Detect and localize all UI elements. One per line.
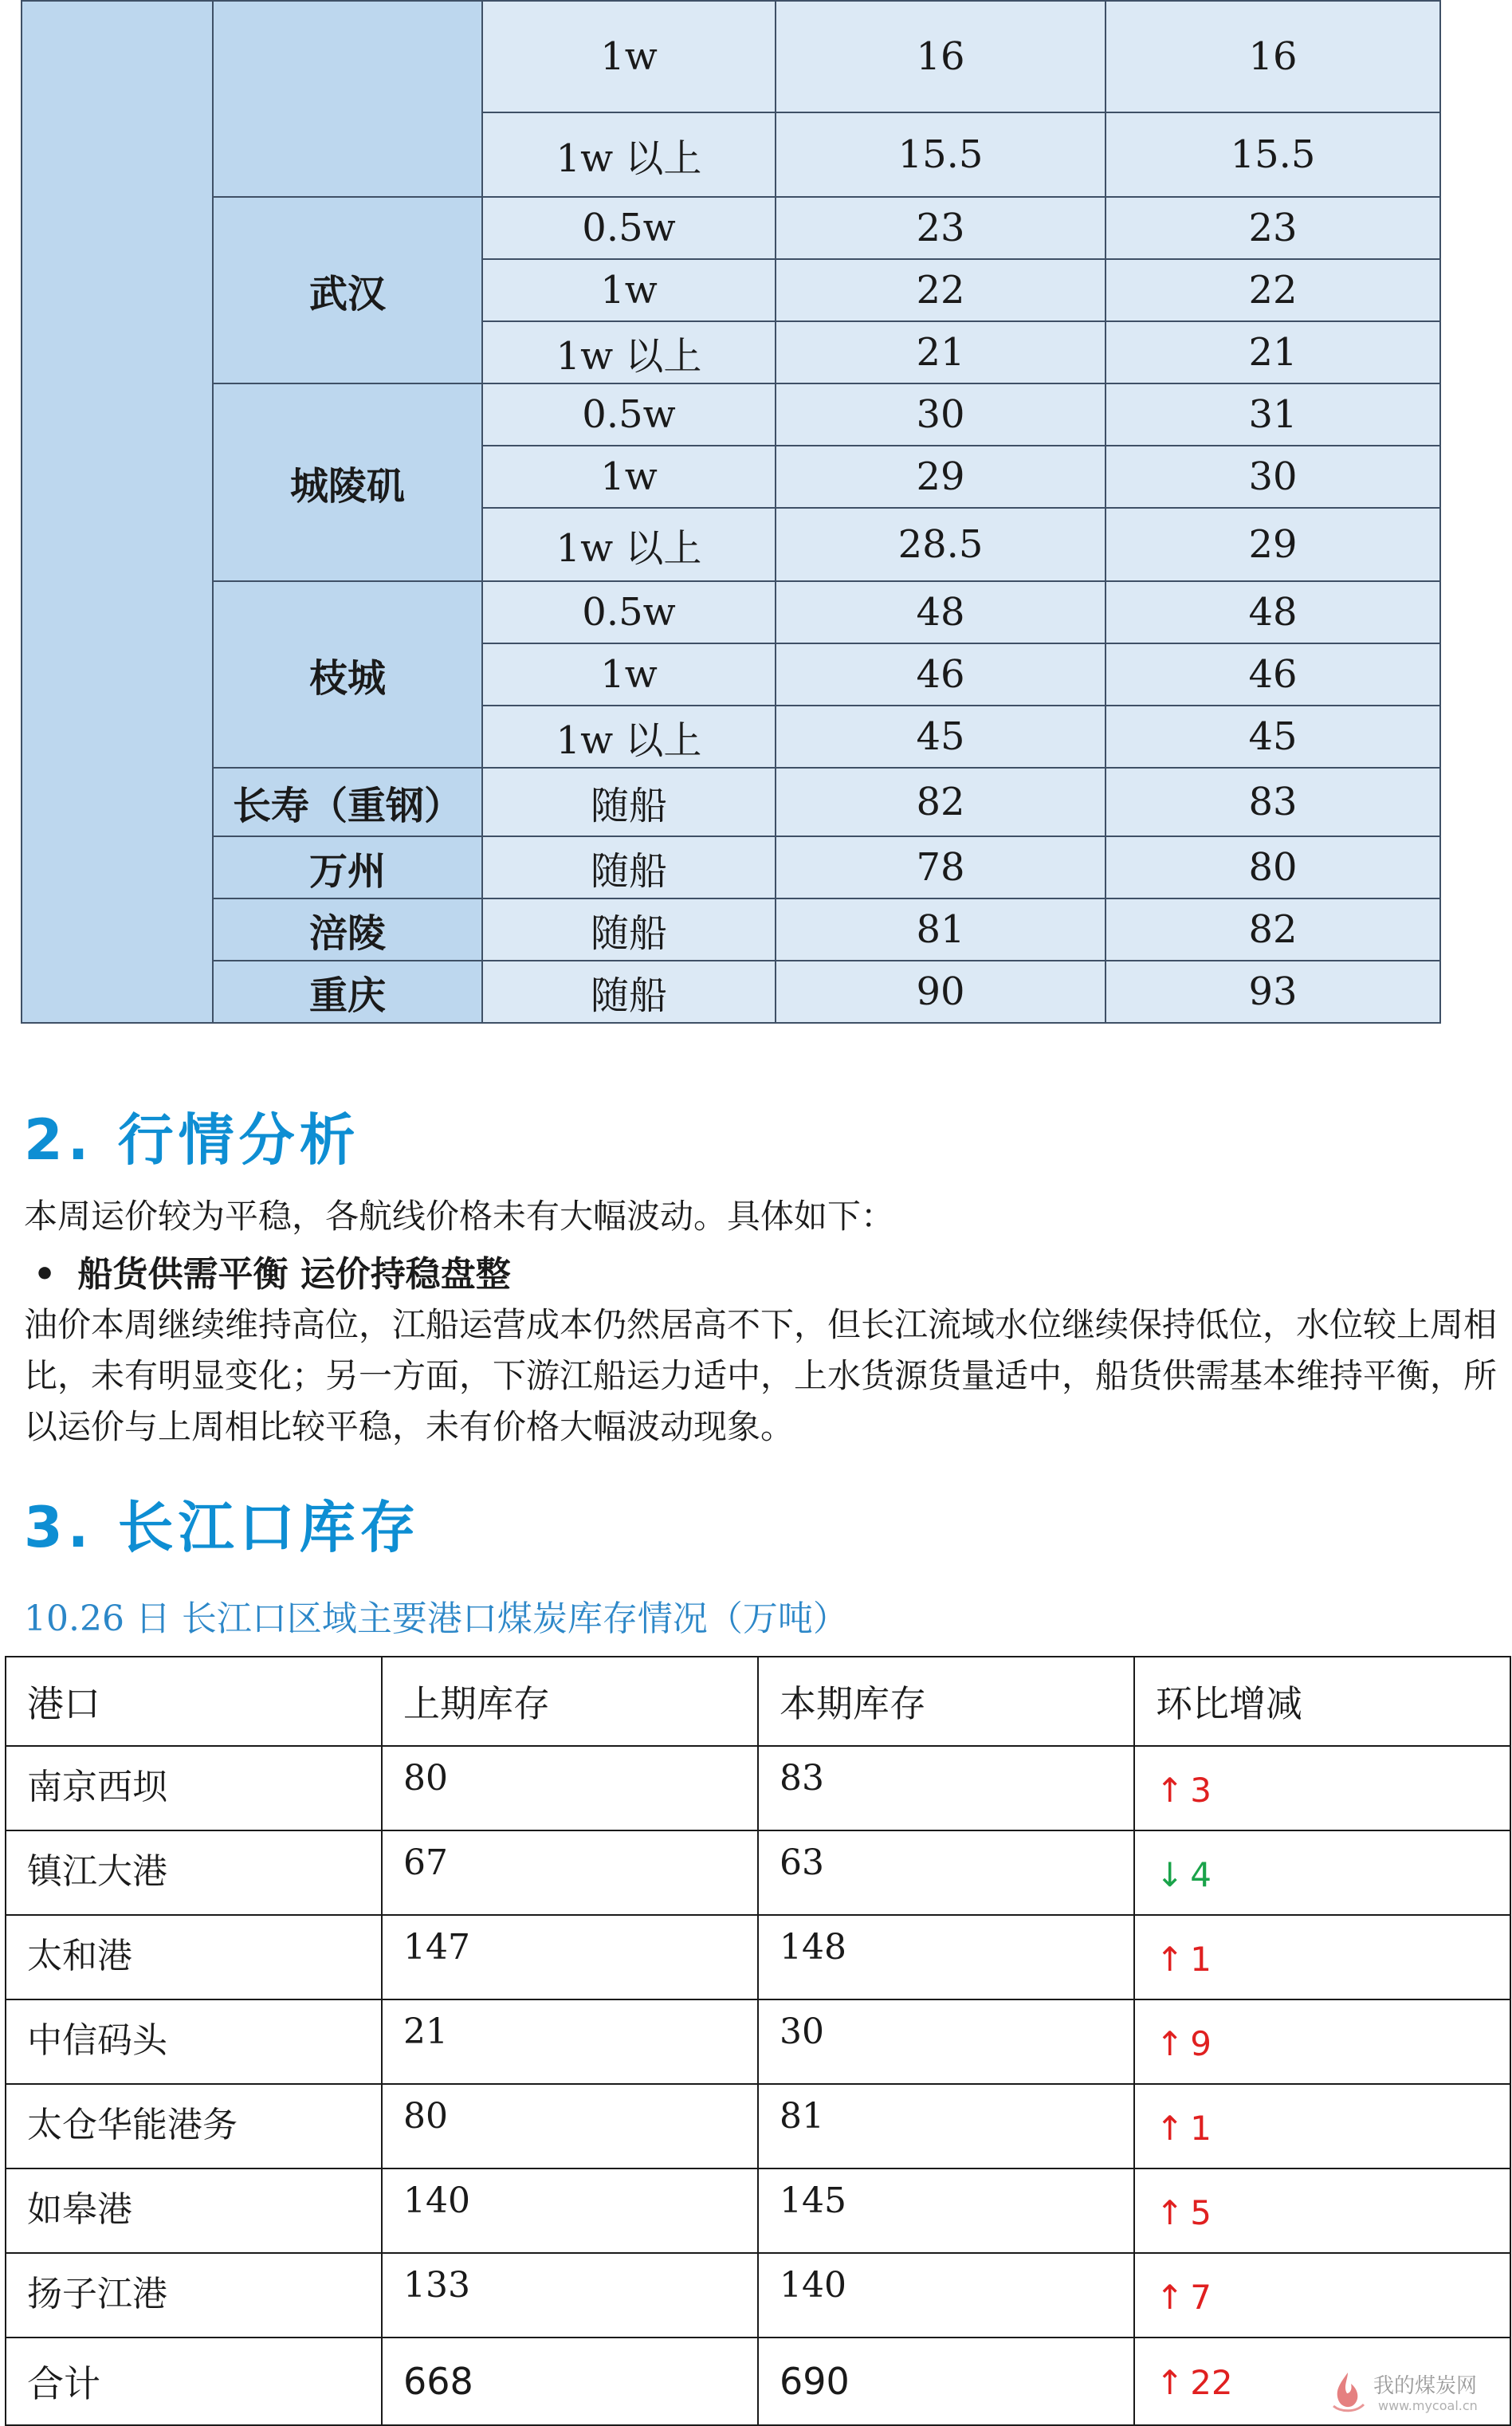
port-cell: 重庆 bbox=[213, 961, 482, 1023]
this-week-price-cell: 83 bbox=[1106, 768, 1440, 836]
last-week-price-cell: 90 bbox=[776, 961, 1106, 1023]
this-stock-cell: 145 bbox=[758, 2168, 1134, 2253]
table-row bbox=[6, 2084, 1510, 2168]
table-row bbox=[22, 1, 1440, 112]
arrow-up-icon: ↑ bbox=[1156, 1771, 1184, 1810]
this-week-price-cell: 29 bbox=[1106, 508, 1440, 581]
tonnage-cell: 0.5w bbox=[482, 581, 776, 643]
this-stock-cell: 148 bbox=[758, 1915, 1134, 1999]
header-cell: 环比增减 bbox=[1134, 1657, 1510, 1746]
this-week-price-cell: 46 bbox=[1106, 643, 1440, 706]
tonnage-cell: 1w bbox=[482, 643, 776, 706]
table-row bbox=[6, 1746, 1510, 1830]
arrow-up-icon: ↑ bbox=[1156, 2024, 1184, 2063]
table-total-row bbox=[6, 2338, 1510, 2425]
last-week-price-cell: 30 bbox=[776, 383, 1106, 446]
port-name-cell: 太仓华能港务 bbox=[6, 2084, 382, 2168]
port-cell: 武汉 bbox=[213, 197, 482, 383]
port-name-cell: 南京西坝 bbox=[6, 1746, 382, 1830]
port-cell bbox=[213, 1, 482, 197]
arrow-up-icon: ↑ bbox=[1156, 2193, 1184, 2232]
last-week-price-cell: 46 bbox=[776, 643, 1106, 706]
tonnage-cell: 随船 bbox=[482, 836, 776, 898]
arrow-down-icon: ↓ bbox=[1156, 1855, 1184, 1894]
last-stock-cell: 80 bbox=[382, 2084, 758, 2168]
this-week-price-cell: 48 bbox=[1106, 581, 1440, 643]
last-week-price-cell: 45 bbox=[776, 706, 1106, 768]
change-value: 4 bbox=[1190, 1855, 1212, 1894]
arrow-up-icon: ↑ bbox=[1156, 2109, 1184, 2148]
last-week-price-cell: 22 bbox=[776, 259, 1106, 321]
header-cell: 港口 bbox=[6, 1657, 382, 1746]
change-cell bbox=[1134, 1999, 1510, 2084]
total-this-stock-cell: 690 bbox=[758, 2338, 1134, 2425]
port-cell: 万州 bbox=[213, 836, 482, 898]
this-week-price-cell: 31 bbox=[1106, 383, 1440, 446]
table-row bbox=[22, 197, 1440, 259]
port-cell: 枝城 bbox=[213, 581, 482, 768]
section-heading-market-analysis: 2. 行情分析 bbox=[24, 1107, 360, 1173]
tonnage-cell: 1w bbox=[482, 446, 776, 508]
bullet-heading bbox=[33, 1245, 511, 1296]
market-intro-text: 本周运价较为平稳，各航线价格未有大幅波动。具体如下： bbox=[24, 1197, 895, 1236]
table-row bbox=[6, 1915, 1510, 1999]
change-value: 1 bbox=[1190, 1940, 1212, 1979]
section-heading-yangtze-stock: 3. 长江口库存 bbox=[24, 1495, 421, 1560]
watermark-text: 我的煤炭网 bbox=[1373, 2374, 1478, 2398]
table-header-row bbox=[6, 1657, 1510, 1746]
last-stock-cell: 67 bbox=[382, 1830, 758, 1915]
this-stock-cell: 140 bbox=[758, 2253, 1134, 2338]
port-name-cell: 如皋港 bbox=[6, 2168, 382, 2253]
this-week-price-cell: 45 bbox=[1106, 706, 1440, 768]
last-week-price-cell: 21 bbox=[776, 321, 1106, 383]
tonnage-cell: 1w bbox=[482, 1, 776, 112]
this-week-price-cell: 22 bbox=[1106, 259, 1440, 321]
this-stock-cell: 63 bbox=[758, 1830, 1134, 1915]
table-row bbox=[22, 898, 1440, 961]
tonnage-cell: 1w bbox=[482, 259, 776, 321]
this-week-price-cell: 21 bbox=[1106, 321, 1440, 383]
table-row bbox=[6, 2253, 1510, 2338]
this-week-price-cell: 15.5 bbox=[1106, 112, 1440, 197]
table-row bbox=[6, 1999, 1510, 2084]
header-cell: 上期库存 bbox=[382, 1657, 758, 1746]
table-row bbox=[22, 961, 1440, 1023]
port-cell: 长寿（重钢） bbox=[213, 768, 482, 836]
last-week-price-cell: 29 bbox=[776, 446, 1106, 508]
last-stock-cell: 80 bbox=[382, 1746, 758, 1830]
table-row bbox=[6, 2168, 1510, 2253]
this-week-price-cell: 80 bbox=[1106, 836, 1440, 898]
last-stock-cell: 140 bbox=[382, 2168, 758, 2253]
bullet-heading-text: 船货供需平衡 运价持稳盘整 bbox=[77, 1254, 511, 1295]
arrow-up-icon: ↑ bbox=[1156, 2278, 1184, 2317]
change-value: 1 bbox=[1190, 2109, 1212, 2148]
last-week-price-cell: 48 bbox=[776, 581, 1106, 643]
watermark-url: www.mycoal.cn bbox=[1378, 2398, 1478, 2413]
tonnage-cell: 随船 bbox=[482, 898, 776, 961]
change-value: 7 bbox=[1190, 2278, 1212, 2317]
this-stock-cell: 81 bbox=[758, 2084, 1134, 2168]
tonnage-cell: 随船 bbox=[482, 961, 776, 1023]
tonnage-cell: 1w 以上 bbox=[482, 321, 776, 383]
port-stock-table bbox=[5, 1656, 1511, 2426]
change-cell bbox=[1134, 2168, 1510, 2253]
arrow-up-icon: ↑ bbox=[1156, 2363, 1184, 2402]
port-cell: 涪陵 bbox=[213, 898, 482, 961]
total-label-cell: 合计 bbox=[6, 2338, 382, 2425]
change-cell bbox=[1134, 1746, 1510, 1830]
table-row bbox=[22, 768, 1440, 836]
freight-rate-table bbox=[21, 0, 1441, 1024]
watermark-logo bbox=[1325, 2368, 1501, 2420]
port-name-cell: 太和港 bbox=[6, 1915, 382, 1999]
last-week-price-cell: 15.5 bbox=[776, 112, 1106, 197]
flame-logo-icon bbox=[1325, 2369, 1370, 2414]
this-stock-cell: 30 bbox=[758, 1999, 1134, 2084]
this-stock-cell: 83 bbox=[758, 1746, 1134, 1830]
tonnage-cell: 随船 bbox=[482, 768, 776, 836]
change-cell bbox=[1134, 2084, 1510, 2168]
this-week-price-cell: 30 bbox=[1106, 446, 1440, 508]
table-row bbox=[22, 581, 1440, 643]
last-week-price-cell: 82 bbox=[776, 768, 1106, 836]
tonnage-cell: 0.5w bbox=[482, 197, 776, 259]
arrow-up-icon: ↑ bbox=[1156, 1940, 1184, 1979]
tonnage-cell: 1w 以上 bbox=[482, 508, 776, 581]
change-value: 22 bbox=[1190, 2363, 1233, 2402]
market-body-text: 油价本周继续维持高位，江船运营成本仍然居高不下，但长江流域水位继续保持低位，水位较上周相比，未有明显变化；另一方面，下游江船运力适中，上水货源货量适中，船货供需基本维持平衡，所以运价与上周相比较平稳，未有价格大幅波动现象。 bbox=[24, 1305, 1498, 1446]
tonnage-cell: 0.5w bbox=[482, 383, 776, 446]
this-week-price-cell: 82 bbox=[1106, 898, 1440, 961]
last-week-price-cell: 81 bbox=[776, 898, 1106, 961]
port-name-cell: 中信码头 bbox=[6, 1999, 382, 2084]
tonnage-cell: 1w 以上 bbox=[482, 706, 776, 768]
change-cell bbox=[1134, 2253, 1510, 2338]
port-name-cell: 镇江大港 bbox=[6, 1830, 382, 1915]
table-row bbox=[22, 383, 1440, 446]
stock-table-caption: 10.26 日 长江口区域主要港口煤炭库存情况（万吨） bbox=[24, 1598, 848, 1639]
this-week-price-cell: 16 bbox=[1106, 1, 1440, 112]
change-cell bbox=[1134, 1830, 1510, 1915]
change-value: 9 bbox=[1190, 2024, 1212, 2063]
last-week-price-cell: 78 bbox=[776, 836, 1106, 898]
this-week-price-cell: 93 bbox=[1106, 961, 1440, 1023]
change-cell bbox=[1134, 1915, 1510, 1999]
last-week-price-cell: 16 bbox=[776, 1, 1106, 112]
region-cell bbox=[22, 1, 213, 1023]
table-row bbox=[6, 1830, 1510, 1915]
port-name-cell: 扬子江港 bbox=[6, 2253, 382, 2338]
last-week-price-cell: 23 bbox=[776, 197, 1106, 259]
total-last-stock-cell: 668 bbox=[382, 2338, 758, 2425]
last-stock-cell: 133 bbox=[382, 2253, 758, 2338]
port-cell: 城陵矶 bbox=[213, 383, 482, 581]
change-value: 5 bbox=[1190, 2193, 1212, 2232]
header-cell: 本期库存 bbox=[758, 1657, 1134, 1746]
this-week-price-cell: 23 bbox=[1106, 197, 1440, 259]
bullet-dot-icon: • bbox=[33, 1254, 57, 1295]
tonnage-cell: 1w 以上 bbox=[482, 112, 776, 197]
last-stock-cell: 21 bbox=[382, 1999, 758, 2084]
last-stock-cell: 147 bbox=[382, 1915, 758, 1999]
table-row bbox=[22, 836, 1440, 898]
change-value: 3 bbox=[1190, 1771, 1212, 1810]
last-week-price-cell: 28.5 bbox=[776, 508, 1106, 581]
